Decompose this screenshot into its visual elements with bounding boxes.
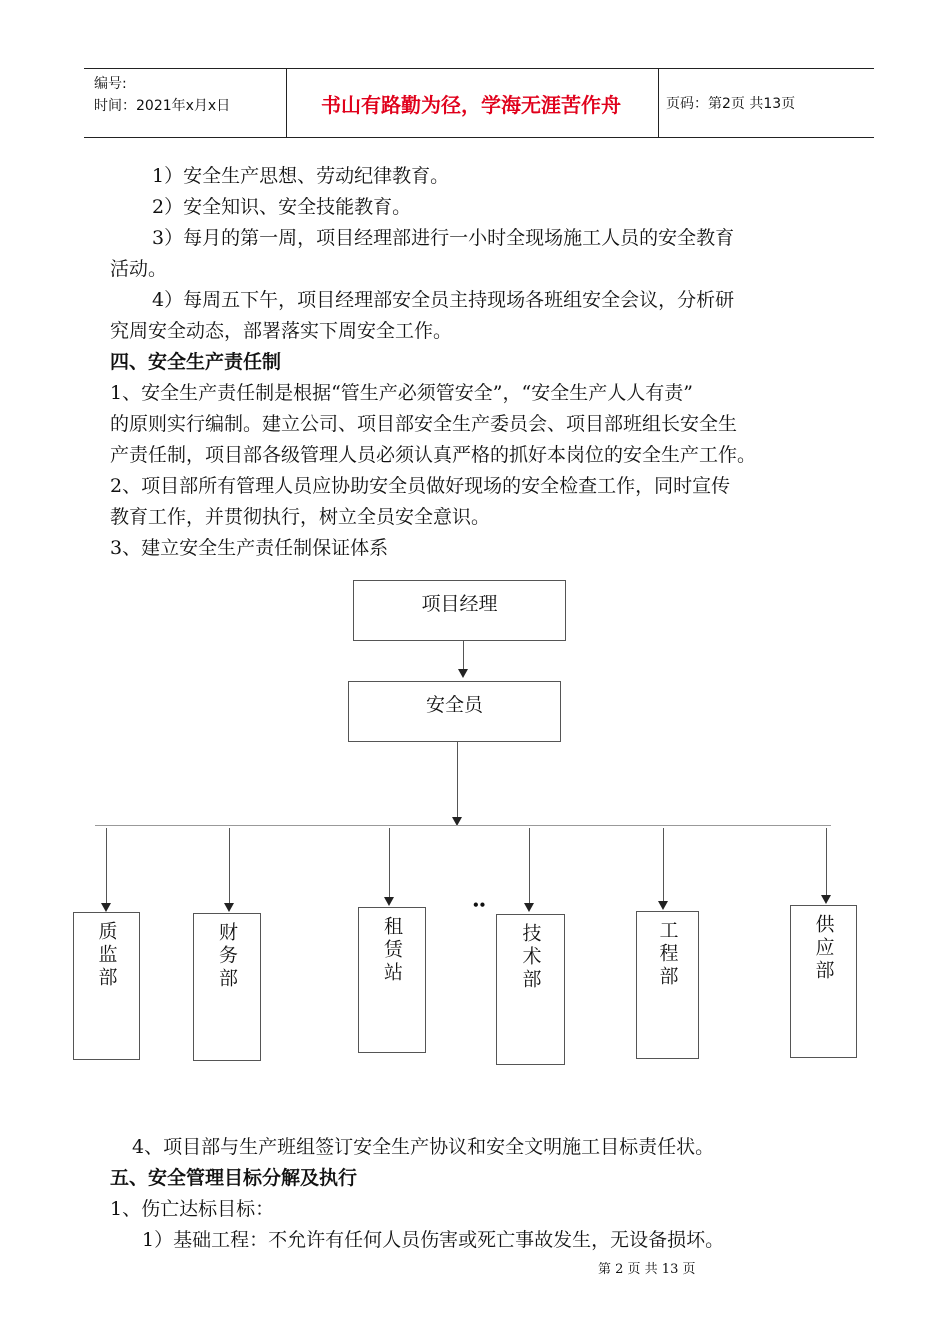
org-box-dept-5 <box>636 911 699 1059</box>
arrow-down-icon <box>101 903 111 912</box>
org-box-dept-3 <box>358 907 426 1053</box>
arrow-down-icon <box>458 669 468 678</box>
connector-dept-6 <box>826 828 827 896</box>
dept-label: 财务部 <box>216 922 238 991</box>
section-heading-4: 四、安全生产责任制 <box>110 351 282 373</box>
paragraph-r1c: 产责任制，项目部各级管理人员必须认真严格的抓好本岗位的安全生产工作。 <box>110 444 757 466</box>
dept-label: 供应部 <box>812 914 835 983</box>
connector-horizontal-bus <box>95 825 831 826</box>
paragraph-r1b: 的原则实行编制。建立公司、项目部安全生产委员会、项目部班组长安全生 <box>110 413 738 435</box>
connector-dept-3 <box>389 828 390 898</box>
paragraph-r4: 4、项目部与生产班组签订安全生产协议和安全文明施工目标责任状。 <box>132 1136 715 1158</box>
dept-label: 租赁站 <box>381 916 403 985</box>
paragraph-t1: 1、伤亡达标目标： <box>110 1198 275 1220</box>
dept-label: 质监部 <box>95 921 118 990</box>
header-time: 时间：2021年x月x日 <box>94 98 231 114</box>
paragraph-r2a: 2、项目部所有管理人员应协助安全员做好现场的安全检查工作，同时宣传 <box>110 475 731 497</box>
connector-dept-2 <box>229 828 230 904</box>
paragraph-t1a: 1）基础工程：不允许有任何人员伤害或死亡事故发生，无设备损坏。 <box>142 1229 725 1251</box>
org-box-dept-4 <box>496 914 565 1065</box>
arrow-down-icon <box>821 895 831 904</box>
page-footer: 第 2 页 共 13 页 <box>598 1262 696 1277</box>
section-heading-5: 五、安全管理目标分解及执行 <box>110 1167 358 1189</box>
arrow-down-icon <box>658 901 668 910</box>
paragraph-item-3b: 活动。 <box>110 258 168 280</box>
dept-label: 工程部 <box>656 920 679 989</box>
connector-safety-bus <box>457 742 458 818</box>
connector-dept-1 <box>106 828 107 904</box>
header-meta <box>94 73 284 117</box>
header-number: 编号: <box>94 76 127 92</box>
dept-label: 技术部 <box>519 923 542 992</box>
connector-dept-4 <box>529 828 530 904</box>
arrow-down-icon <box>384 897 394 906</box>
arrow-down-icon <box>524 903 534 912</box>
paragraph-item-4b: 究周安全动态，部署落实下周安全工作。 <box>110 320 453 342</box>
paragraph-r3: 3、建立安全生产责任制保证体系 <box>110 537 389 559</box>
org-box-safety-label: 安全员 <box>425 694 483 716</box>
marker-dots: •• <box>472 898 486 912</box>
org-box-manager-label: 项目经理 <box>421 593 498 615</box>
header-page-info: 页码：第2页 共13页 <box>666 96 796 112</box>
connector-dept-5 <box>663 828 664 902</box>
org-box-safety-officer <box>348 681 561 742</box>
arrow-down-icon <box>224 903 234 912</box>
org-box-dept-6 <box>790 905 857 1058</box>
header-divider-2 <box>658 69 659 137</box>
org-box-dept-2 <box>193 913 261 1061</box>
org-box-dept-1 <box>73 912 140 1060</box>
paragraph-item-1: 1）安全生产思想、劳动纪律教育。 <box>152 165 450 187</box>
org-box-manager <box>353 580 566 641</box>
paragraph-r2b: 教育工作，并贯彻执行，树立全员安全意识。 <box>110 506 491 528</box>
connector-manager-safety <box>463 641 464 669</box>
page-header <box>84 68 874 138</box>
header-motto: 书山有路勤为径，学海无涯苦作舟 <box>321 92 621 117</box>
paragraph-item-3a: 3）每月的第一周，项目经理部进行一小时全现场施工人员的安全教育 <box>152 227 735 249</box>
paragraph-item-4a: 4）每周五下午，项目经理部安全员主持现场各班组安全会议，分析研 <box>152 289 735 311</box>
paragraph-item-2: 2）安全知识、安全技能教育。 <box>152 196 412 218</box>
paragraph-r1a: 1、安全生产责任制是根据“管生产必须管安全”，“安全生产人人有责” <box>110 382 693 404</box>
